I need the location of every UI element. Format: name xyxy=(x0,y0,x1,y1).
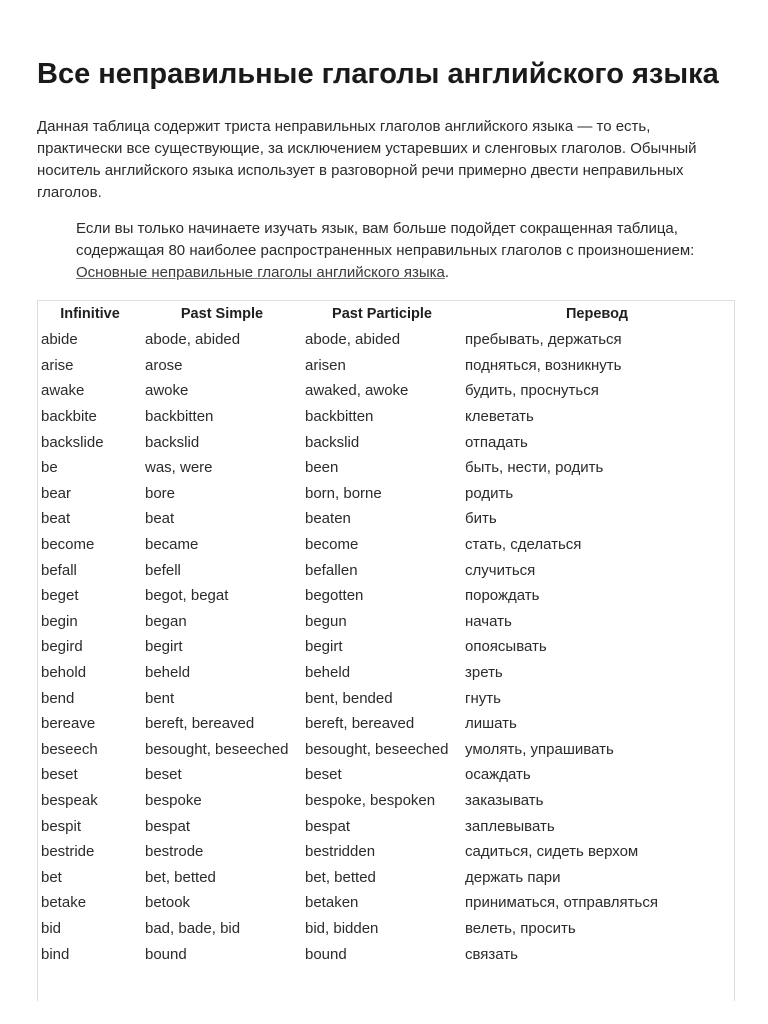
cell-infinitive: begird xyxy=(41,638,83,656)
table-row xyxy=(38,609,732,635)
table-row xyxy=(38,916,732,942)
cell-translation: стать, сделаться xyxy=(465,536,582,554)
cell-past-participle: bespat xyxy=(305,817,351,835)
cell-translation: держать пари xyxy=(465,868,561,886)
table-row xyxy=(38,839,732,865)
cell-past-participle: befallen xyxy=(305,561,358,579)
cell-infinitive: beat xyxy=(41,510,71,528)
cell-past-simple: awoke xyxy=(145,382,189,400)
cell-infinitive: bet xyxy=(41,868,62,886)
cell-past-participle: beaten xyxy=(305,510,351,528)
table-row xyxy=(38,506,732,532)
table-row xyxy=(38,685,732,711)
cell-infinitive: betake xyxy=(41,894,87,912)
cell-past-participle: beheld xyxy=(305,664,351,682)
cell-infinitive: arise xyxy=(41,356,74,374)
cell-translation: лишать xyxy=(465,715,517,733)
cell-infinitive: bend xyxy=(41,689,75,707)
cell-past-participle: begun xyxy=(305,612,347,630)
cell-past-simple: was, were xyxy=(145,459,213,477)
cell-infinitive: begin xyxy=(41,612,78,630)
cell-past-participle: abode, abided xyxy=(305,331,401,349)
cell-past-simple: bespat xyxy=(145,817,191,835)
cell-translation: опоясывать xyxy=(465,638,547,656)
cell-translation: будить, проснуться xyxy=(465,382,599,400)
cell-translation: быть, нести, родить xyxy=(465,459,604,477)
cell-infinitive: awake xyxy=(41,382,85,400)
cell-past-simple: bespoke xyxy=(145,791,202,809)
cell-infinitive: bear xyxy=(41,484,72,502)
cell-infinitive: abide xyxy=(41,331,78,349)
cell-past-simple: bereft, bereaved xyxy=(145,715,255,733)
table-row xyxy=(38,813,732,839)
cell-past-participle: bent, bended xyxy=(305,689,393,707)
note-paragraph xyxy=(76,218,716,284)
header-past-simple: Past Simple xyxy=(180,306,264,322)
cell-past-simple: abode, abided xyxy=(145,331,241,349)
table-row xyxy=(38,762,732,788)
cell-translation: заплевывать xyxy=(465,817,555,835)
cell-past-simple: arose xyxy=(145,356,183,374)
cell-past-simple: became xyxy=(145,536,199,554)
table-row xyxy=(38,557,732,583)
table-row xyxy=(38,583,732,609)
irregular-verbs-table xyxy=(38,301,732,967)
table-row xyxy=(38,737,732,763)
cell-infinitive: be xyxy=(41,459,58,477)
table-row xyxy=(38,660,732,686)
cell-past-simple: besought, beseeched xyxy=(145,740,289,758)
cell-infinitive: bestride xyxy=(41,843,95,861)
cell-infinitive: bespit xyxy=(41,817,82,835)
cell-past-simple: bound xyxy=(145,945,187,963)
cell-translation: приниматься, отправляться xyxy=(465,894,658,912)
cell-translation: отпадать xyxy=(465,433,528,451)
table-row xyxy=(38,941,732,967)
cell-translation: начать xyxy=(465,612,512,630)
cell-past-simple: beset xyxy=(145,766,182,784)
basic-verbs-link[interactable]: Основные неправильные глаголы английского языка xyxy=(76,264,445,281)
table-row xyxy=(38,788,732,814)
table-row xyxy=(38,378,732,404)
table-row xyxy=(38,481,732,507)
cell-translation: садиться, сидеть верхом xyxy=(465,843,639,861)
cell-infinitive: backslide xyxy=(41,433,104,451)
cell-past-participle: betaken xyxy=(305,894,359,912)
cell-past-participle: bereft, bereaved xyxy=(305,715,415,733)
cell-past-simple: bet, betted xyxy=(145,868,216,886)
table-row xyxy=(38,532,732,558)
cell-translation: осаждать xyxy=(465,766,531,784)
cell-past-simple: backbitten xyxy=(145,408,214,426)
cell-past-participle: bound xyxy=(305,945,347,963)
cell-past-simple: beheld xyxy=(145,664,191,682)
cell-translation: зреть xyxy=(465,664,503,682)
cell-past-participle: backbitten xyxy=(305,408,374,426)
cell-past-participle: bid, bidden xyxy=(305,919,379,937)
cell-past-participle: been xyxy=(305,459,339,477)
cell-infinitive: behold xyxy=(41,664,87,682)
cell-past-participle: bet, betted xyxy=(305,868,376,886)
header-infinitive: Infinitive xyxy=(60,306,120,322)
cell-past-simple: begot, begat xyxy=(145,587,229,605)
cell-translation: подняться, возникнуть xyxy=(465,356,622,374)
cell-translation: клеветать xyxy=(465,408,534,426)
note-suffix: . xyxy=(444,264,450,281)
cell-translation: связать xyxy=(465,945,518,963)
table-row xyxy=(38,634,732,660)
table-row xyxy=(38,864,732,890)
cell-infinitive: become xyxy=(41,536,95,554)
cell-translation: умолять, упрашивать xyxy=(465,740,614,758)
table-row xyxy=(38,429,732,455)
header-translation: Перевод xyxy=(565,306,628,322)
cell-past-participle: begotten xyxy=(305,587,364,605)
cell-translation: гнуть xyxy=(465,689,501,707)
cell-past-participle: bestridden xyxy=(305,843,376,861)
header-past-participle: Past Participle xyxy=(332,306,432,322)
cell-past-participle: bespoke, bespoken xyxy=(305,791,436,809)
cell-past-participle: awaked, awoke xyxy=(305,382,409,400)
cell-translation: порождать xyxy=(465,587,540,605)
cell-past-participle: backslid xyxy=(305,433,360,451)
cell-infinitive: bind xyxy=(41,945,70,963)
cell-translation: заказывать xyxy=(465,791,544,809)
cell-past-simple: beat xyxy=(145,510,175,528)
page-title: Все неправильные глаголы английского языка xyxy=(37,58,719,90)
table-row xyxy=(38,890,732,916)
cell-translation: бить xyxy=(465,510,497,528)
cell-translation: пребывать, держаться xyxy=(465,331,622,349)
cell-past-simple: backslid xyxy=(145,433,200,451)
cell-past-participle: become xyxy=(305,536,359,554)
cell-infinitive: beget xyxy=(41,587,79,605)
cell-infinitive: backbite xyxy=(41,408,97,426)
cell-past-participle: begirt xyxy=(305,638,343,656)
table-header-row xyxy=(38,301,732,327)
cell-translation: велеть, просить xyxy=(465,919,576,937)
table-row xyxy=(38,711,732,737)
cell-past-participle: arisen xyxy=(305,356,346,374)
table-row xyxy=(38,455,732,481)
cell-past-simple: began xyxy=(145,612,187,630)
cell-past-participle: beset xyxy=(305,766,342,784)
intro-paragraph: Данная таблица содержит триста неправильных глаголов английского языка — то есть, практически все существующие, за исключением устаревших и сленговых глаголов. Обычный носитель английского языка использует в разговорной речи примерно двести неправильных глаголов. xyxy=(37,118,697,201)
cell-infinitive: befall xyxy=(41,561,77,579)
cell-infinitive: beseech xyxy=(41,740,98,758)
table-row xyxy=(38,404,732,430)
cell-infinitive: bespeak xyxy=(41,791,98,809)
cell-translation: родить xyxy=(465,484,514,502)
cell-past-participle: born, borne xyxy=(305,484,382,502)
table-body xyxy=(38,327,732,967)
cell-infinitive: bereave xyxy=(41,715,96,733)
cell-translation: случиться xyxy=(465,561,536,579)
cell-past-simple: bore xyxy=(145,484,176,502)
note-text: Если вы только начинаете изучать язык, вам больше подойдет сокращенная таблица, содержащая 80 наиболее распространенных неправильных глаголов с произношением: xyxy=(76,220,695,259)
cell-past-simple: befell xyxy=(145,561,181,579)
table-row xyxy=(38,327,732,353)
cell-past-simple: bent xyxy=(145,689,175,707)
cell-past-simple: betook xyxy=(145,894,191,912)
table-row xyxy=(38,353,732,379)
cell-past-simple: begirt xyxy=(145,638,183,656)
verbs-table-container xyxy=(37,300,735,1001)
cell-infinitive: bid xyxy=(41,919,62,937)
cell-infinitive: beset xyxy=(41,766,78,784)
cell-past-simple: bestrode xyxy=(145,843,204,861)
cell-past-simple: bad, bade, bid xyxy=(145,919,241,937)
cell-past-participle: besought, beseeched xyxy=(305,740,449,758)
